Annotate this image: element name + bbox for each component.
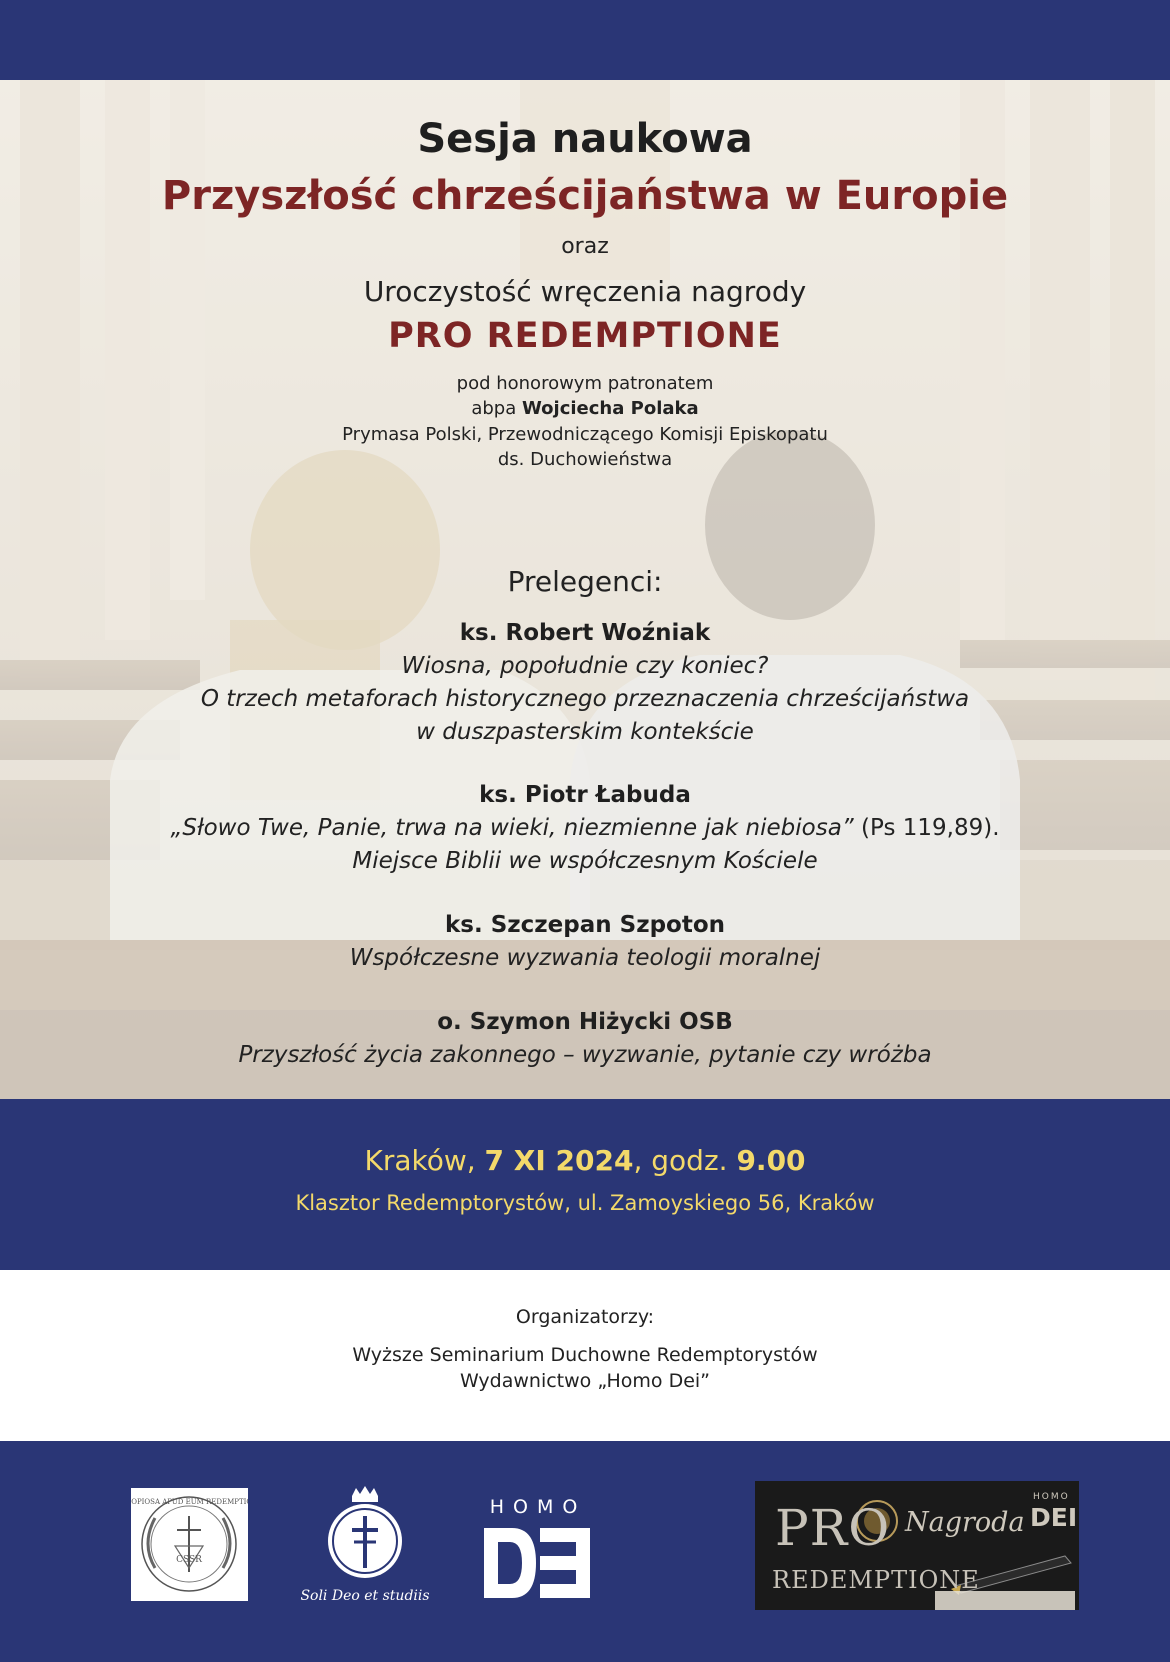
event-kicker: Sesja naukowa — [417, 116, 753, 162]
organizer-item: Wyższe Seminarium Duchowne Redemptorystów — [352, 1344, 818, 1366]
event-time-label: , godz. — [633, 1144, 728, 1177]
award-nagroda-text: Nagroda — [905, 1507, 1025, 1538]
talk-title-line: O trzech metaforach historycznego przeznaczenia chrześcijaństwa — [200, 686, 970, 712]
organizer-item: Wydawnictwo „Homo Dei” — [459, 1370, 711, 1392]
top-band — [0, 0, 1170, 80]
homo-dei-logo — [476, 1496, 600, 1606]
award-name: PRO REDEMPTIONE — [388, 316, 782, 356]
patronage-line-1: pod honorowym patronatem — [456, 373, 714, 394]
patron-name: Wojciecha Polaka — [521, 398, 699, 419]
talk-title-line — [0, 815, 1170, 841]
hero-text — [0, 80, 1170, 1099]
event-city: Kraków, — [364, 1144, 476, 1177]
talk-reference: (Ps 119,89). — [853, 815, 1000, 841]
homo-wordmark: HOMO — [489, 1496, 587, 1518]
talk-quote: „Słowo Twe, Panie, trwa na wieki, niezmienne jak niebiosa” — [170, 815, 854, 841]
connector-text: oraz — [561, 234, 609, 259]
svg-text:DEI: DEI — [476, 1520, 478, 1521]
hero-section — [0, 80, 1170, 1099]
pro-redemptione-award-logo — [755, 1481, 1079, 1610]
award-redemptione-text: REDEMPTIONE — [772, 1566, 980, 1594]
patronage-line-2 — [0, 398, 1170, 419]
ceremony-text: Uroczystość wręczenia nagrody — [363, 275, 807, 308]
award-pro-text: PRO — [775, 1499, 891, 1557]
seminary-seal-logo — [131, 1488, 248, 1601]
award-homo-text: HOMO — [1033, 1492, 1070, 1502]
speakers-heading: Prelegenci: — [507, 565, 663, 598]
speaker-name: ks. Szczepan Szpoton — [444, 912, 726, 938]
speaker-name: ks. Robert Woźniak — [459, 620, 711, 646]
speaker-name: o. Szymon Hiżycki OSB — [437, 1009, 733, 1035]
event-info-band — [0, 1099, 1170, 1270]
event-datetime — [0, 1144, 1170, 1177]
soli-deo-caption: Soli Deo et studiis — [300, 1588, 430, 1604]
speaker-name: ks. Piotr Łabuda — [479, 782, 691, 808]
talk-title-line: Miejsce Biblii we współczesnym Kościele — [352, 848, 818, 874]
dei-wordmark-icon — [476, 1520, 600, 1606]
event-venue: Klasztor Redemptorystów, ul. Zamoyskiego 56, Kraków — [295, 1191, 875, 1215]
award-dei-text: DEI — [1030, 1503, 1078, 1532]
event-time: 9.00 — [736, 1144, 806, 1177]
crowned-cross-icon — [300, 1486, 430, 1586]
organizers-heading: Organizatorzy: — [515, 1306, 655, 1328]
talk-title-line: Współczesne wyzwania teologii moralnej — [349, 945, 821, 971]
svg-text:COPIOSA APUD EUM REDEMPTIO: COPIOSA APUD EUM REDEMPTIO — [131, 1498, 248, 1506]
patronage-prefix: abpa — [471, 398, 522, 419]
event-date: 7 XI 2024 — [484, 1144, 634, 1177]
talk-title-line: Przyszłość życia zakonnego – wyzwanie, pytanie czy wróżba — [238, 1042, 932, 1068]
svg-text:CSSR: CSSR — [176, 1555, 202, 1565]
talk-title-line: Wiosna, popołudnie czy koniec? — [401, 653, 769, 679]
event-title: Przyszłość chrześcijaństwa w Europie — [161, 173, 1009, 219]
talk-title-line: w duszpasterskim kontekście — [416, 719, 754, 745]
soli-deo-logo — [300, 1486, 430, 1616]
patronage-line-4: ds. Duchowieństwa — [497, 449, 673, 470]
seal-icon — [131, 1488, 248, 1601]
logos-band — [0, 1441, 1170, 1662]
organizers-section — [0, 1270, 1170, 1441]
patronage-line-3: Prymasa Polski, Przewodniczącego Komisji Episkopatu — [342, 424, 828, 445]
